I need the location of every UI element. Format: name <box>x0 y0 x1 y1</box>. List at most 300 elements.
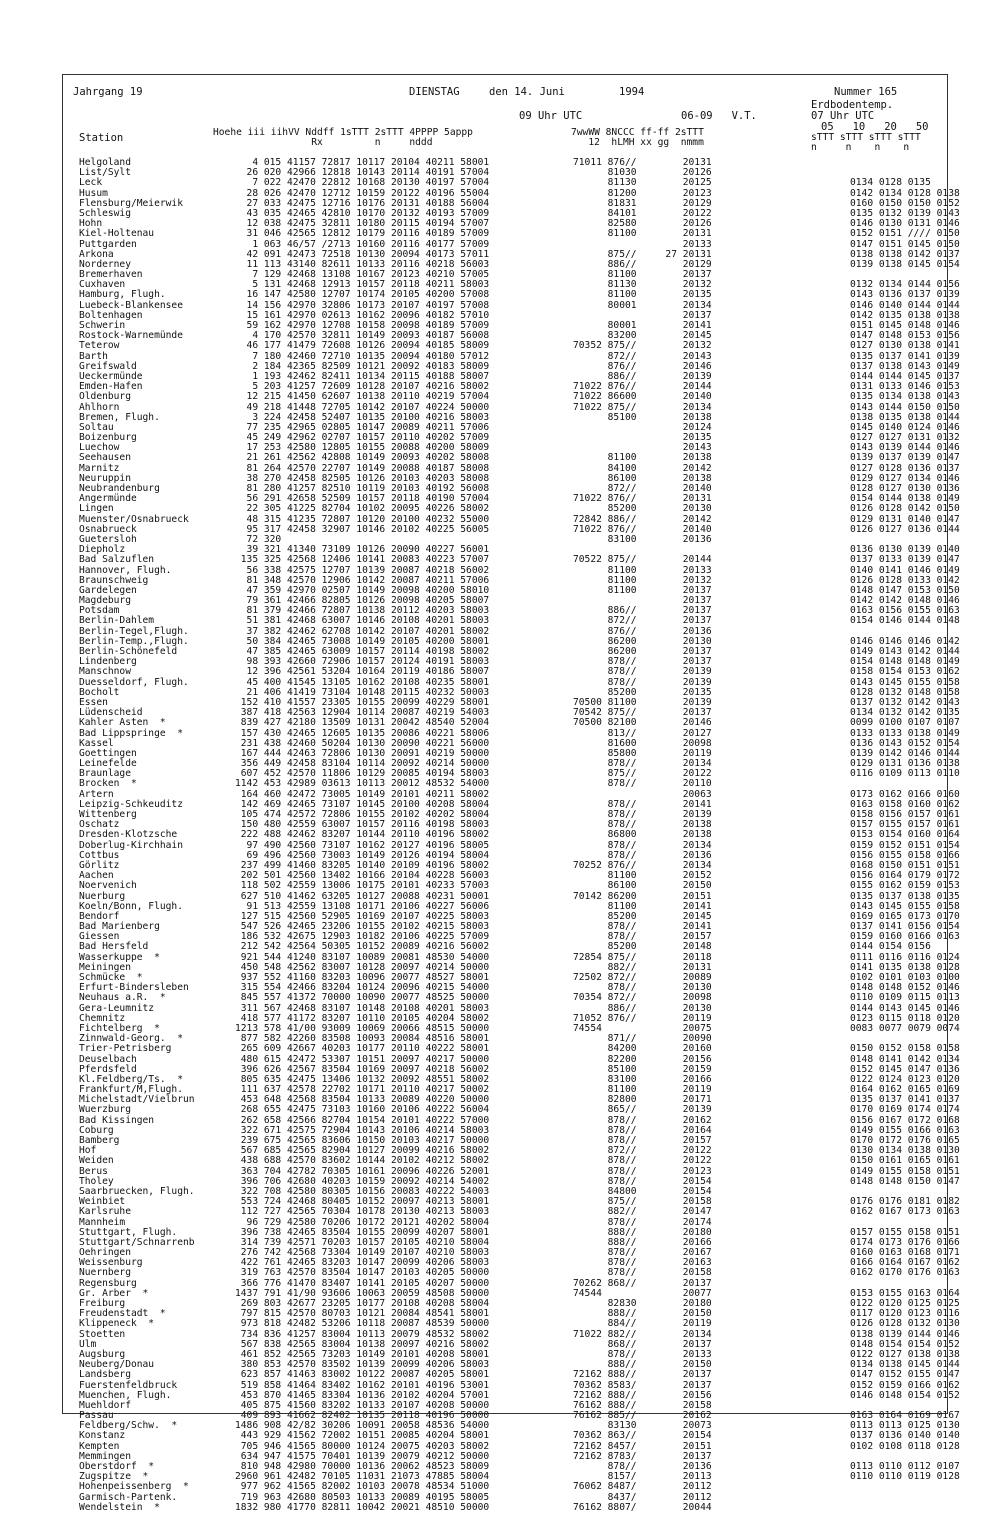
station-name: Coburg <box>79 1124 114 1136</box>
table-row: 86200 20130 <box>573 635 712 647</box>
station-name: Giessen <box>79 931 120 943</box>
table-row: 27 033 42475 12716 10176 20131 40188 56004 <box>235 197 490 209</box>
table-row: 71022 876// 20140 <box>573 523 712 535</box>
table-row: 0166 0164 0167 0162 <box>850 1257 960 1269</box>
station-name: Mannheim <box>79 1216 126 1228</box>
station-name: Berlin-Temp.,Flugh. <box>79 635 189 647</box>
table-row: 20063 <box>573 788 712 800</box>
table-row: 71022 875// 20134 <box>573 401 712 413</box>
station-name: Wuerzburg <box>79 1104 131 1116</box>
table-row: 875// 20122 <box>573 768 712 780</box>
table-row: 0173 0162 0166 0160 <box>850 788 960 800</box>
station-name: Regensburg <box>79 1277 137 1289</box>
station-name: Cottbus <box>79 849 120 861</box>
station-name: Hohenpeissenberg * <box>79 1481 189 1493</box>
table-row: 71022 86600 20140 <box>573 391 712 403</box>
station-name: Teterow <box>79 340 120 352</box>
table-row: 80001 20141 <box>573 320 712 331</box>
station-name: Nuerburg <box>79 890 126 902</box>
table-row: 8437/ 20112 <box>573 1491 712 1503</box>
table-row: 76162 885// 20162 <box>573 1410 712 1422</box>
station-name: Emden-Hafen <box>79 381 143 393</box>
station-name: Fuerstenfeldbruck <box>79 1379 178 1391</box>
station-name: Meiningen <box>79 961 131 973</box>
station-name: Bad Salzuflen <box>79 554 155 566</box>
table-row: 269 803 42677 23205 10177 20108 40208 58004 <box>235 1298 490 1309</box>
table-row: 76162 8807/ 20044 <box>573 1501 712 1513</box>
station-name: Leinefelde <box>79 758 137 770</box>
station-name: Hof <box>79 1145 97 1157</box>
table-row: 0127 0127 0131 0132 <box>850 432 960 444</box>
station-name: Saarbruecken, Flugh. <box>79 1185 195 1197</box>
table-row: 79 361 42466 82805 10126 20098 40205 58007 <box>235 595 490 607</box>
table-row: 0135 0132 0139 0143 <box>850 207 960 219</box>
table-row: 878// 20139 <box>573 666 712 678</box>
table-row: 0130 0134 0138 0130 <box>850 1145 960 1157</box>
table-row: 74554 20075 <box>573 1022 712 1034</box>
station-name: Neubrandenburg <box>79 483 160 494</box>
table-row: 0160 0150 0150 0152 <box>850 197 960 209</box>
table-row: 91 513 42559 13108 10171 20106 40227 56006 <box>235 900 490 912</box>
station-name: Stuttgart, Flugh. <box>79 1226 178 1238</box>
table-row: 51 381 42468 63007 10146 20108 40201 58003 <box>235 615 490 627</box>
table-row: 7 022 42470 22812 10168 20130 40197 57004 <box>235 177 490 189</box>
table-row: 0083 0077 0079 0074 <box>850 1022 960 1034</box>
station-name: Magdeburg <box>79 595 131 607</box>
table-row: 0139 0142 0146 0144 <box>850 747 960 759</box>
table-row: 15 161 42970 02613 10162 20096 40182 57010 <box>235 309 490 321</box>
table-row: 872// 20140 <box>573 483 712 494</box>
station-name: Oehringen <box>79 1247 131 1259</box>
table-row: 396 626 42567 83504 10169 20097 40218 56002 <box>235 1063 490 1075</box>
table-row: 882// 20131 <box>573 961 712 973</box>
station-name: Bocholt <box>79 686 120 698</box>
table-row: 396 706 42680 40203 10159 20092 40214 54002 <box>235 1175 490 1187</box>
table-row: 70362 863// 20154 <box>573 1430 712 1442</box>
table-row: 0149 0155 0166 0163 <box>850 1124 960 1136</box>
station-name: Marnitz <box>79 462 120 474</box>
table-row: 0137 0133 0139 0147 <box>850 554 960 566</box>
station-name: Flensburg/Meierwik <box>79 197 183 209</box>
table-row: 0142 0134 0128 0138 <box>850 187 960 199</box>
table-row: 418 577 41172 83207 10110 20105 40204 58002 <box>235 1012 490 1024</box>
table-row: 0113 0110 0112 0107 <box>850 1461 960 1472</box>
table-row: 0150 0152 0158 0158 <box>850 1043 960 1055</box>
table-row: 1437 791 41/90 93606 10063 20059 48508 50000 <box>235 1287 490 1299</box>
table-row: 0156 0155 0158 0166 <box>850 849 960 861</box>
table-row: 0122 0120 0125 0125 <box>850 1298 960 1309</box>
table-row: 405 875 41560 83202 10133 20107 40208 50000 <box>235 1399 490 1411</box>
table-row: 81100 20152 <box>573 870 712 882</box>
table-row: 12 038 42475 32811 10180 20115 40194 57007 <box>235 218 490 230</box>
table-row: 112 727 42565 70304 10178 20130 40213 58003 <box>235 1206 490 1218</box>
table-row: 150 480 42559 63007 10157 20116 40198 58003 <box>235 819 490 831</box>
table-row: 0154 0148 0148 0149 <box>850 656 960 668</box>
station-name: Doberlug-Kirchhain <box>79 839 183 851</box>
table-row: 0148 0148 0150 0147 <box>850 1175 960 1187</box>
station-name: Erfurt-Bindersleben <box>79 982 189 994</box>
station-name: Rostock-Warnemünde <box>79 330 183 342</box>
station-name: Husum <box>79 187 108 199</box>
station-name: Wasserkuppe * <box>79 951 160 963</box>
table-row: 973 818 42482 53206 10118 20087 48539 50000 <box>235 1318 490 1330</box>
table-row: 212 542 42564 50305 10152 20089 40216 56002 <box>235 941 490 953</box>
table-row: 0162 0167 0173 0163 <box>850 1206 960 1218</box>
table-row: 422 761 42465 83203 10147 20099 40206 58003 <box>235 1257 490 1269</box>
table-row: 70362 8583/ 20137 <box>573 1379 712 1391</box>
table-row: 888// 20150 <box>573 1308 712 1320</box>
table-row: 0123 0115 0118 0120 <box>850 1012 960 1024</box>
station-name: Kempten <box>79 1440 120 1452</box>
station-name: Cuxhaven <box>79 279 126 291</box>
table-row: 157 430 42465 12605 10135 20086 40221 58006 <box>235 727 490 739</box>
table-row: 0176 0176 0181 0182 <box>850 1196 960 1208</box>
table-row: 888// 20150 <box>573 1359 712 1371</box>
table-row: 222 488 42462 83207 10144 20110 40196 58002 <box>235 829 490 841</box>
station-name: Landsberg <box>79 1369 131 1381</box>
station-name: List/Sylt <box>79 167 131 179</box>
station-name: Duesseldorf, Flugh. <box>79 676 189 688</box>
table-row: 0128 0132 0148 0158 <box>850 686 960 698</box>
station-name: Bad Hersfeld <box>79 941 149 953</box>
table-row: 4 015 41157 72817 10117 20104 40211 58001 <box>235 157 490 168</box>
soil-header-line1: sTTT sTTT sTTT sTTT <box>811 132 921 143</box>
table-row: 0142 0142 0148 0146 <box>850 595 960 607</box>
station-name: Guetersloh <box>79 533 137 545</box>
table-row: 2960 961 42482 70105 11031 21073 47885 58004 <box>235 1471 490 1483</box>
table-row: 70354 872// 20098 <box>573 992 712 1004</box>
table-row: 0138 0138 0142 0137 <box>850 248 960 260</box>
station-name: Bremen, Flugh. <box>79 411 160 423</box>
station-name: Trier-Petrisberg <box>79 1043 172 1055</box>
station-name: Hohn <box>79 218 103 230</box>
table-row <box>850 1482 960 1492</box>
table-row: 82830 20180 <box>573 1298 712 1309</box>
table-row: 81100 20133 <box>573 564 712 576</box>
station-name: Schwerin <box>79 320 126 331</box>
station-name: Weiden <box>79 1155 114 1167</box>
table-row: 105 474 42572 72806 10155 20102 40202 58004 <box>235 809 490 820</box>
table-row: 875// 27 20131 <box>573 248 712 260</box>
table-row: 39 321 41340 73109 10126 20090 40227 56001 <box>235 544 490 556</box>
table-row: 0126 0128 0142 0150 <box>850 503 960 515</box>
table-row: 878// 20174 <box>573 1216 712 1228</box>
table-row: 319 763 42570 83504 10147 20103 40205 50000 <box>235 1267 490 1279</box>
table-row: 839 427 42180 13509 10131 20042 48540 52004 <box>235 717 490 729</box>
table-row: 797 815 42570 80703 10121 20084 48541 58001 <box>235 1308 490 1320</box>
main-header-line1: Hoehe iii iihVV Nddff 1sTTT 2sTTT 4PPPP 5appp <box>213 127 473 138</box>
table-row: 443 929 41562 72002 10151 20085 40204 58001 <box>235 1430 490 1442</box>
station-name: Bad Kissingen <box>79 1114 155 1126</box>
station-name: Weissenburg <box>79 1257 143 1269</box>
table-row: 845 557 41372 70000 10090 20077 48525 50000 <box>235 992 490 1004</box>
table-row: 0111 0116 0116 0124 <box>850 951 960 963</box>
station-name: Braunlage <box>79 768 131 780</box>
table-row: 84100 20142 <box>573 462 712 474</box>
table-row: 48 315 41235 72807 10120 20100 40232 55000 <box>235 513 490 525</box>
obs-time-09: 09 Uhr UTC <box>519 110 583 122</box>
table-row: 810 948 42980 70000 10136 20062 48523 58009 <box>235 1461 490 1472</box>
table-row: 0160 0163 0168 0171 <box>850 1247 960 1259</box>
table-row: 0137 0138 0143 0149 <box>850 360 960 372</box>
table-row: 72162 8783/ 20137 <box>573 1450 712 1462</box>
station-name: Luebeck-Blankensee <box>79 299 183 311</box>
table-row: 878// 20139 <box>573 809 712 820</box>
station-name: Weinbiet <box>79 1196 126 1208</box>
table-row: 0133 0133 0138 0149 <box>850 727 960 739</box>
station-name: Passau <box>79 1410 114 1422</box>
station-name: Görlitz <box>79 859 120 871</box>
table-row: 871// 20090 <box>573 1033 712 1045</box>
table-row: 0126 0128 0133 0142 <box>850 574 960 586</box>
station-name: Bremerhaven <box>79 269 143 281</box>
table-row: 567 685 42565 82904 10127 20099 40216 58002 <box>235 1145 490 1157</box>
station-name: Osnabrueck <box>79 523 137 535</box>
table-row: 878// 20162 <box>573 1114 712 1126</box>
table-row: 142 469 42465 73107 10145 20100 40208 58004 <box>235 798 490 810</box>
table-row: 0144 0144 0145 0137 <box>850 370 960 382</box>
table-row: 81130 20132 <box>573 279 712 291</box>
table-row: 0153 0155 0163 0164 <box>850 1287 960 1299</box>
table-row: 356 449 42458 83104 10114 20092 40214 50000 <box>235 758 490 770</box>
table-row: 0127 0128 0136 0137 <box>850 462 960 474</box>
table-row: 85800 20119 <box>573 747 712 759</box>
table-row: 0126 0127 0136 0144 <box>850 523 960 535</box>
table-row: 82800 20171 <box>573 1094 712 1106</box>
table-row: 85100 20159 <box>573 1063 712 1075</box>
station-name: Fichtelberg * <box>79 1022 160 1034</box>
table-row: 888// 20180 <box>573 1226 712 1238</box>
table-row: 98 393 42660 72906 10157 20124 40191 58003 <box>235 656 490 668</box>
table-row: 7 180 42460 72710 10135 20094 40180 57012 <box>235 350 490 362</box>
date-label: den 14. Juni <box>489 86 565 98</box>
table-row: 7 129 42468 13108 10167 20123 40210 57005 <box>235 269 490 281</box>
table-row: 71022 882// 20134 <box>573 1328 712 1340</box>
station-name: Schleswig <box>79 207 131 219</box>
station-name: Zinnwald-Georg. * <box>79 1033 183 1045</box>
table-row: 878// 20138 <box>573 819 712 831</box>
table-row: 0157 0155 0158 0151 <box>850 1226 960 1238</box>
table-row: 81100 20132 <box>573 574 712 586</box>
table-row: 83100 20136 <box>573 533 712 545</box>
soil-header-line2: n n n n <box>811 142 910 153</box>
table-row: 366 776 41470 83407 10141 20105 40207 50000 <box>235 1277 490 1289</box>
table-row: 167 444 42463 72806 10130 20091 40219 50000 <box>235 747 490 759</box>
table-row: 876// 20146 <box>573 360 712 372</box>
table-row: 937 552 41160 83203 10096 20077 48527 58001 <box>235 972 490 983</box>
synop-header-line2: 12 hLMH xx gg nmmm <box>571 137 704 148</box>
table-row: 118 502 42559 13006 10175 20101 40233 57003 <box>235 880 490 892</box>
table-row: 0134 0138 0145 0144 <box>850 1359 960 1371</box>
station-name: Hamburg, Flugh. <box>79 289 166 301</box>
table-row: 0162 0170 0176 0163 <box>850 1267 960 1279</box>
table-row: 0110 0110 0119 0128 <box>850 1471 960 1483</box>
table-row: 0110 0109 0115 0113 <box>850 992 960 1004</box>
table-row: 878// 20158 <box>573 1267 712 1279</box>
table-row: 84101 20122 <box>573 207 712 219</box>
table-row: 47 359 42970 02507 10149 20098 40200 58010 <box>235 584 490 596</box>
station-name: Boizenburg <box>79 432 137 444</box>
station-name: Kiel-Holtenau <box>79 228 155 240</box>
table-row: 12 396 42561 53204 10164 20119 40186 58007 <box>235 666 490 678</box>
table-row: 72842 886// 20142 <box>573 513 712 525</box>
table-row: 70142 86200 20151 <box>573 890 712 902</box>
table-row: 0163 0164 0169 0167 <box>850 1410 960 1422</box>
table-row: 519 858 41464 83402 10162 20101 40196 53001 <box>235 1379 490 1391</box>
station-name: Noervenich <box>79 880 137 892</box>
table-row: 878// 20110 <box>573 778 712 790</box>
station-name: Gr. Arber * <box>79 1287 149 1299</box>
table-row: 0143 0139 0144 0146 <box>850 442 960 454</box>
station-name: Barth <box>79 350 108 362</box>
station-name: Wittenberg <box>79 809 137 820</box>
station-name: Feldberg/Schw. * <box>79 1420 178 1432</box>
table-row: 813// 20127 <box>573 727 712 739</box>
table-row: 31 046 42565 12812 10179 20116 40189 57009 <box>235 228 490 240</box>
table-row: 0154 0144 0138 0149 <box>850 493 960 505</box>
table-row: 567 838 42565 83004 10138 20097 40216 58002 <box>235 1338 490 1350</box>
table-row: 882// 20147 <box>573 1206 712 1218</box>
table-row: 0122 0124 0123 0120 <box>850 1073 960 1085</box>
table-row: 719 963 42680 80503 10133 20089 40195 58005 <box>235 1491 490 1503</box>
table-row: 86100 20150 <box>573 880 712 892</box>
table-row: 0137 0141 0156 0154 <box>850 921 960 933</box>
table-row: 0142 0135 0138 0138 <box>850 309 960 321</box>
table-row: 45 249 42962 02707 10157 20110 40202 57009 <box>235 432 490 444</box>
table-row: 45 400 41545 13105 10162 20108 40235 58001 <box>235 676 490 688</box>
station-name: Muenchen, Flugh. <box>79 1389 172 1401</box>
table-row: 0129 0127 0134 0146 <box>850 472 960 484</box>
table-row: 1 193 42462 82411 10134 20115 40188 58007 <box>235 370 490 382</box>
station-name: Klippeneck * <box>79 1318 155 1330</box>
table-row: 71011 876// 20131 <box>573 157 712 168</box>
table-row: 868// 20137 <box>573 1338 712 1350</box>
table-row: 111 637 42578 22702 10171 20110 40217 50002 <box>235 1084 490 1096</box>
station-name: Bendorf <box>79 910 120 922</box>
table-row: 453 648 42568 83504 10133 20089 40220 50000 <box>235 1094 490 1106</box>
table-row: 0126 0128 0132 0130 <box>850 1318 960 1330</box>
table-row: 878// 20157 <box>573 1135 712 1146</box>
table-row: 877 582 42260 83508 10093 20084 48516 58001 <box>235 1033 490 1045</box>
table-row: 59 162 42970 12708 10158 20098 40189 57009 <box>235 320 490 331</box>
table-row: 85200 20130 <box>573 503 712 515</box>
table-row: 17 253 42580 12805 10155 20088 40200 58009 <box>235 442 490 454</box>
table-row: 85100 20138 <box>573 411 712 423</box>
table-row: 0145 0140 0124 0146 <box>850 421 960 433</box>
soil-depths: 05 10 20 50 <box>821 121 929 133</box>
table-row: 0143 0145 0155 0158 <box>850 900 960 912</box>
table-row: 0131 0133 0146 0153 <box>850 381 960 393</box>
station-name: Puttgarden <box>79 238 137 250</box>
table-row: 0157 0155 0157 0161 <box>850 819 960 831</box>
table-row: 85200 20135 <box>573 686 712 698</box>
table-row: 363 704 42782 70305 10161 20096 40226 52001 <box>235 1165 490 1177</box>
table-row: 49 218 41448 72705 10142 20107 40224 50000 <box>235 401 490 413</box>
station-name: Konstanz <box>79 1430 126 1442</box>
table-row: 0158 0156 0157 0161 <box>850 809 960 820</box>
table-row: 0146 0130 0131 0146 <box>850 218 960 230</box>
station-name: Muenster/Osnabrueck <box>79 513 189 525</box>
table-row: 81600 20098 <box>573 737 712 749</box>
table-row: 0150 0161 0165 0161 <box>850 1155 960 1167</box>
table-row: 878// 20163 <box>573 1257 712 1269</box>
table-row: 0135 0137 0138 0135 <box>850 890 960 902</box>
table-row: 0152 0159 0166 0162 <box>850 1379 960 1391</box>
table-row: 0146 0146 0146 0142 <box>850 635 960 647</box>
table-row: 453 870 41465 83304 10136 20102 40204 57001 <box>235 1389 490 1401</box>
station-name: Kassel <box>79 737 114 749</box>
table-row: 0154 0146 0144 0148 <box>850 615 960 627</box>
station-name: Greifswald <box>79 360 137 372</box>
table-row: 86800 20138 <box>573 829 712 841</box>
table-row: 81200 20123 <box>573 187 712 199</box>
year-label: 1994 <box>619 86 645 98</box>
table-row: 0149 0143 0142 0144 <box>850 646 960 657</box>
soil-time-07: 07 Uhr UTC <box>811 110 875 122</box>
station-name: Nuernberg <box>79 1267 131 1279</box>
table-row: 450 548 42562 83007 10128 20097 40214 50000 <box>235 961 490 973</box>
table-row: 0136 0130 0139 0140 <box>850 544 960 556</box>
table-row: 0152 0151 //// 0150 <box>850 228 960 240</box>
table-row: 878// 20133 <box>573 1348 712 1360</box>
station-name: Deuselbach <box>79 1053 137 1065</box>
table-row: 0144 0154 0156 <box>850 941 931 953</box>
table-row: 0137 0132 0142 0143 <box>850 696 960 708</box>
table-row: 0152 0145 0147 0136 <box>850 1063 960 1075</box>
station-name: Ulm <box>79 1338 97 1350</box>
table-row: 70542 875// 20137 <box>573 707 712 719</box>
table-row: 76062 8487/ 20112 <box>573 1481 712 1493</box>
table-row: 0139 0138 0145 0154 <box>850 258 960 270</box>
table-row: 81 379 42466 72807 10138 20112 40203 58003 <box>235 605 490 617</box>
station-name: Berlin-Tegel,Flugh. <box>79 625 189 637</box>
table-row: 0163 0158 0160 0162 <box>850 798 960 810</box>
table-row: 81 348 42570 12906 10142 20087 40211 57006 <box>235 574 490 586</box>
station-name: Gardelegen <box>79 584 137 596</box>
station-name: Zugspitze * <box>79 1471 149 1483</box>
table-row: 878// 20122 <box>573 1155 712 1167</box>
table-row: 878// 20136 <box>573 1461 712 1472</box>
station-name: Essen <box>79 696 108 708</box>
station-name: Stuttgart/Schnarrenb <box>79 1236 195 1248</box>
table-row: 0159 0152 0151 0154 <box>850 839 960 851</box>
table-row: 553 724 42468 80405 10152 20097 40213 58001 <box>235 1196 490 1208</box>
table-row: 314 739 42571 70203 10157 20105 40210 58004 <box>235 1236 490 1248</box>
table-row: 0146 0140 0144 0144 <box>850 299 960 311</box>
table-row: 85200 20148 <box>573 941 712 953</box>
table-row: 387 418 42563 12904 10114 20087 40219 54003 <box>235 707 490 719</box>
table-row: 81100 20138 <box>573 452 712 464</box>
table-row: 977 962 41565 82002 10103 20078 48534 51000 <box>235 1481 490 1493</box>
station-name: Bad Lippspringe * <box>79 727 183 739</box>
station-name: Boltenhagen <box>79 309 143 321</box>
volume-label: Jahrgang 19 <box>73 86 143 98</box>
table-row: 0169 0165 0173 0170 <box>850 910 960 922</box>
table-row: 11 113 43140 82611 10133 20116 40218 56003 <box>235 258 490 270</box>
station-name: Gera-Leumnitz <box>79 1002 155 1014</box>
table-row: 0127 0130 0138 0141 <box>850 340 960 352</box>
table-row: 886// 20139 <box>573 370 712 382</box>
table-row: 878// 20123 <box>573 1165 712 1177</box>
table-row: 322 708 42580 80305 10156 20083 40222 54003 <box>235 1185 490 1197</box>
station-name: Augsburg <box>79 1348 126 1360</box>
table-row: 311 567 42468 83107 10148 20108 40201 58003 <box>235 1002 490 1014</box>
table-row: 81831 20129 <box>573 197 712 209</box>
table-row: 71052 876// 20119 <box>573 1012 712 1024</box>
table-row: 5 203 41257 72609 10128 20107 40216 58002 <box>235 381 490 393</box>
table-row: 81100 20141 <box>573 900 712 912</box>
station-name: Muehldorf <box>79 1399 131 1411</box>
